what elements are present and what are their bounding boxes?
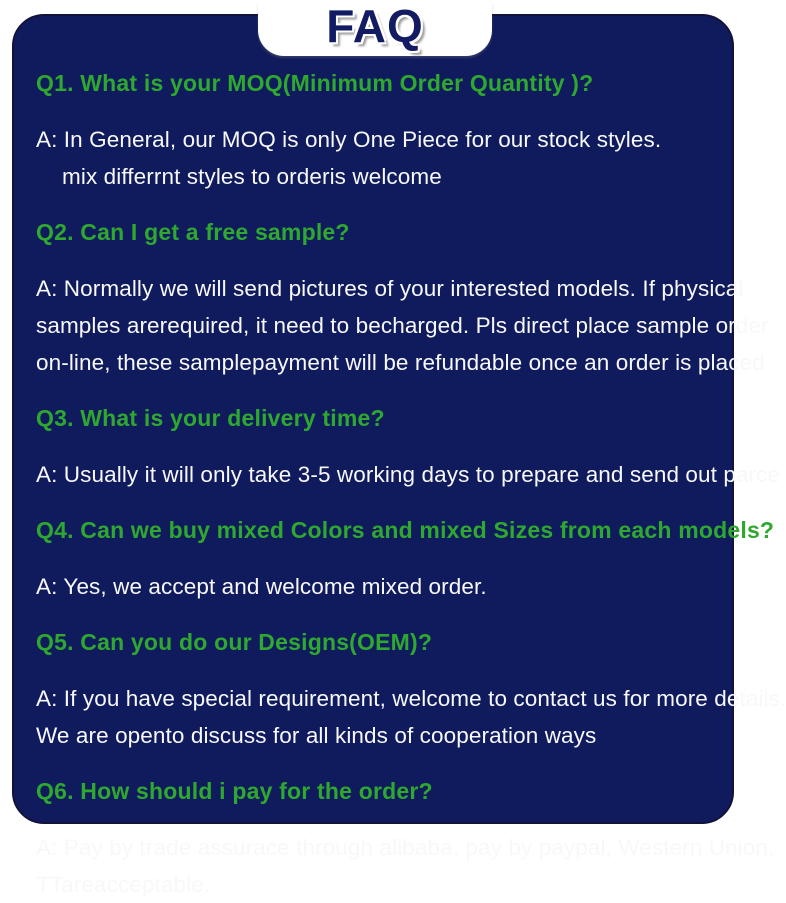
faq-question: Q3. What is your delivery time? xyxy=(36,405,385,431)
faq-answer-line: A: Pay by trade assurace through alibaba, pay by paypal, Western Union, xyxy=(36,835,775,860)
faq-answer-line: A: Yes, we accept and welcome mixed order. xyxy=(36,574,487,599)
faq-item-q6 xyxy=(36,778,775,903)
faq-answer xyxy=(36,829,775,903)
faq-answer xyxy=(36,456,781,493)
faq-answer-line: A: Normally we will send pictures of your interested models. If physical xyxy=(36,276,744,301)
faq-banner xyxy=(258,0,492,56)
faq-card xyxy=(12,14,786,897)
faq-item-q5 xyxy=(36,629,786,754)
faq-answer-line: on-line, these samplepayment will be refundable once an order is placed xyxy=(36,350,765,375)
faq-answer-line: mix differrnt styles to orderis welcome xyxy=(62,164,442,189)
faq-answer xyxy=(36,121,722,195)
faq-answer-line: A: In General, our MOQ is only One Piece for our stock styles. xyxy=(36,127,662,152)
faq-question: Q6. How should i pay for the order? xyxy=(36,778,433,804)
faq-item-q2 xyxy=(36,219,769,381)
faq-answer-line: samples arerequired, it need to becharged. Pls direct place sample order xyxy=(36,313,769,338)
faq-question: Q2. Can I get a free sample? xyxy=(36,219,350,245)
faq-answer xyxy=(36,270,769,381)
faq-answer xyxy=(36,568,722,605)
faq-item-q3 xyxy=(36,405,781,493)
faq-answer-line: We are opento discuss for all kinds of cooperation ways xyxy=(36,723,597,748)
faq-question: Q5. Can you do our Designs(OEM)? xyxy=(36,629,433,655)
faq-question: Q4. Can we buy mixed Colors and mixed Sizes from each models? xyxy=(36,517,775,543)
faq-page-title: FAQ xyxy=(326,0,424,52)
faq-item-q4 xyxy=(36,517,775,605)
faq-item-q1 xyxy=(36,70,722,195)
faq-answer-line: A: If you have special requirement, welcome to contact us for more details. xyxy=(36,686,786,711)
faq-answer-line: TTareacceptable. xyxy=(36,872,211,897)
faq-answer-line: A: Usually it will only take 3-5 working days to prepare and send out parce xyxy=(36,462,781,487)
faq-question: Q1. What is your MOQ(Minimum Order Quantity )? xyxy=(36,70,594,96)
faq-answer xyxy=(36,680,786,754)
